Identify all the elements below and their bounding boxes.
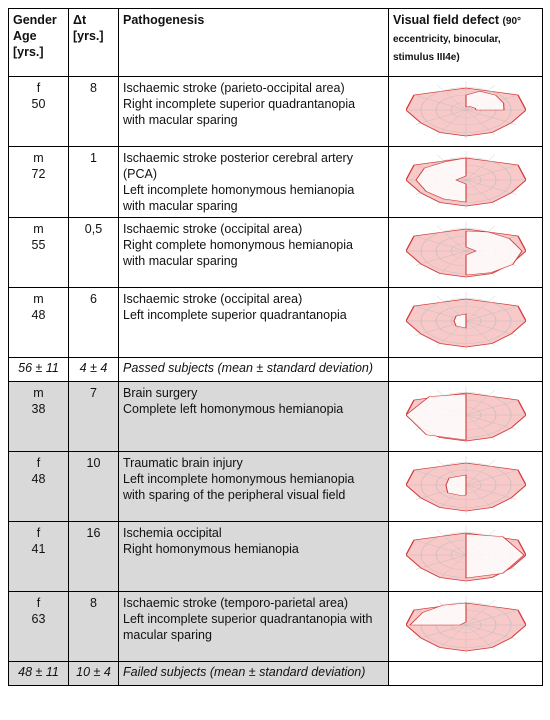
gender-age-cell (9, 382, 69, 452)
age-value: 50 (31, 97, 46, 111)
patient-row (9, 147, 543, 218)
pathogenesis-line: Left incomplete superior quadrantanopia with (123, 612, 373, 626)
pathogenesis-line: Complete left homonymous hemianopia (123, 402, 344, 416)
gender-value: f (36, 596, 41, 610)
visual-field-cell (389, 218, 543, 288)
summary-failed-label: Failed subjects (mean ± standard deviation) (119, 662, 389, 686)
visual-field-plot (406, 221, 526, 281)
dt-cell: 7 (69, 382, 119, 452)
visual-field-plot (406, 525, 526, 585)
pathogenesis-line: macular sparing (123, 628, 212, 642)
field-defect-area (454, 314, 466, 328)
gender-age-cell (9, 522, 69, 592)
summary-failed-dt: 10 ± 4 (69, 662, 119, 686)
pathogenesis-line: Right complete homonymous hemianopia (123, 238, 353, 252)
visual-field-plot (406, 595, 526, 655)
summary-passed-empty (389, 358, 543, 382)
age-value: 38 (31, 402, 46, 416)
visual-field-cell (389, 522, 543, 592)
visual-field-cell (389, 382, 543, 452)
dt-cell: 8 (69, 77, 119, 147)
pathogenesis-cell (119, 452, 389, 522)
summary-passed-label: Passed subjects (mean ± standard deviation) (119, 358, 389, 382)
gender-age-cell (9, 592, 69, 662)
pathogenesis-line: Ischemia occipital (123, 526, 222, 540)
patient-row (9, 77, 543, 147)
visual-field-cell (389, 147, 543, 218)
pathogenesis-line: Right incomplete superior quadrantanopia (123, 97, 356, 111)
pathogenesis-line: Brain surgery (123, 386, 198, 400)
dt-cell: 1 (69, 147, 119, 218)
patient-row (9, 288, 543, 358)
patient-row (9, 218, 543, 288)
pathogenesis-line: Left incomplete homonymous hemianopia (123, 183, 355, 197)
pathogenesis-cell (119, 592, 389, 662)
gender-value: m (33, 386, 44, 400)
age-value: 63 (31, 612, 46, 626)
age-value: 48 (31, 308, 46, 322)
pathogenesis-line: Ischaemic stroke posterior cerebral artery (123, 151, 353, 165)
pathogenesis-line: with macular sparing (123, 113, 238, 127)
field-defect-area (446, 475, 466, 496)
gender-value: f (36, 81, 41, 95)
gender-age-cell (9, 147, 69, 218)
pathogenesis-cell (119, 77, 389, 147)
pathogenesis-line: Right homonymous hemianopia (123, 542, 299, 556)
gender-value: m (33, 151, 44, 165)
gender-age-cell (9, 77, 69, 147)
pathogenesis-line: with macular sparing (123, 254, 238, 268)
pathogenesis-line: with macular sparing (123, 199, 238, 213)
age-value: 41 (31, 542, 46, 556)
pathogenesis-line: Left incomplete homonymous hemianopia (123, 472, 355, 486)
visual-field-plot (406, 80, 526, 140)
pathogenesis-line: Ischaemic stroke (temporo-parietal area) (123, 596, 349, 610)
header-pathogenesis: Pathogenesis (119, 9, 389, 77)
header-visual-field: Visual field defect (90° eccentricity, binocular, stimulus III4e) (389, 9, 543, 77)
pathogenesis-line: Traumatic brain injury (123, 456, 243, 470)
patient-row (9, 382, 543, 452)
summary-passed-dt: 4 ± 4 (69, 358, 119, 382)
summary-failed-empty (389, 662, 543, 686)
dt-cell: 0,5 (69, 218, 119, 288)
age-value: 48 (31, 472, 46, 486)
header-dt: Δt [yrs.] (69, 9, 119, 77)
visual-field-plot (406, 150, 526, 210)
pathogenesis-line: (PCA) (123, 167, 158, 181)
gender-value: f (36, 456, 41, 470)
dt-cell: 10 (69, 452, 119, 522)
pathogenesis-cell (119, 522, 389, 592)
dt-cell: 8 (69, 592, 119, 662)
patient-row (9, 522, 543, 592)
gender-value: m (33, 222, 44, 236)
visual-field-plot (406, 385, 526, 445)
age-value: 55 (31, 238, 46, 252)
age-value: 72 (31, 167, 46, 181)
pathogenesis-cell (119, 382, 389, 452)
patient-row (9, 452, 543, 522)
summary-failed-age: 48 ± 11 (9, 662, 69, 686)
pathogenesis-line: with sparing of the peripheral visual field (123, 488, 346, 502)
header-row (9, 9, 543, 77)
summary-failed-row (9, 662, 543, 686)
dt-cell: 6 (69, 288, 119, 358)
visual-field-cell (389, 288, 543, 358)
pathogenesis-line: Ischaemic stroke (occipital area) (123, 222, 303, 236)
summary-passed-age: 56 ± 11 (9, 358, 69, 382)
pathogenesis-cell (119, 147, 389, 218)
visual-field-cell (389, 77, 543, 147)
gender-value: f (36, 526, 41, 540)
pathogenesis-line: Left incomplete superior quadrantanopia (123, 308, 347, 322)
pathogenesis-cell (119, 218, 389, 288)
pathogenesis-line: Ischaemic stroke (occipital area) (123, 292, 303, 306)
gender-age-cell (9, 218, 69, 288)
header-gender-age: Gender Age [yrs.] (9, 9, 69, 77)
visual-field-cell (389, 592, 543, 662)
visual-field-cell (389, 452, 543, 522)
gender-age-cell (9, 452, 69, 522)
visual-field-plot (406, 291, 526, 351)
pathogenesis-line: Ischaemic stroke (parieto-occipital area) (123, 81, 345, 95)
patient-table (8, 8, 543, 686)
pathogenesis-cell (119, 288, 389, 358)
summary-passed-row (9, 358, 543, 382)
patient-row (9, 592, 543, 662)
dt-cell: 16 (69, 522, 119, 592)
gender-value: m (33, 292, 44, 306)
visual-field-plot (406, 455, 526, 515)
gender-age-cell (9, 288, 69, 358)
